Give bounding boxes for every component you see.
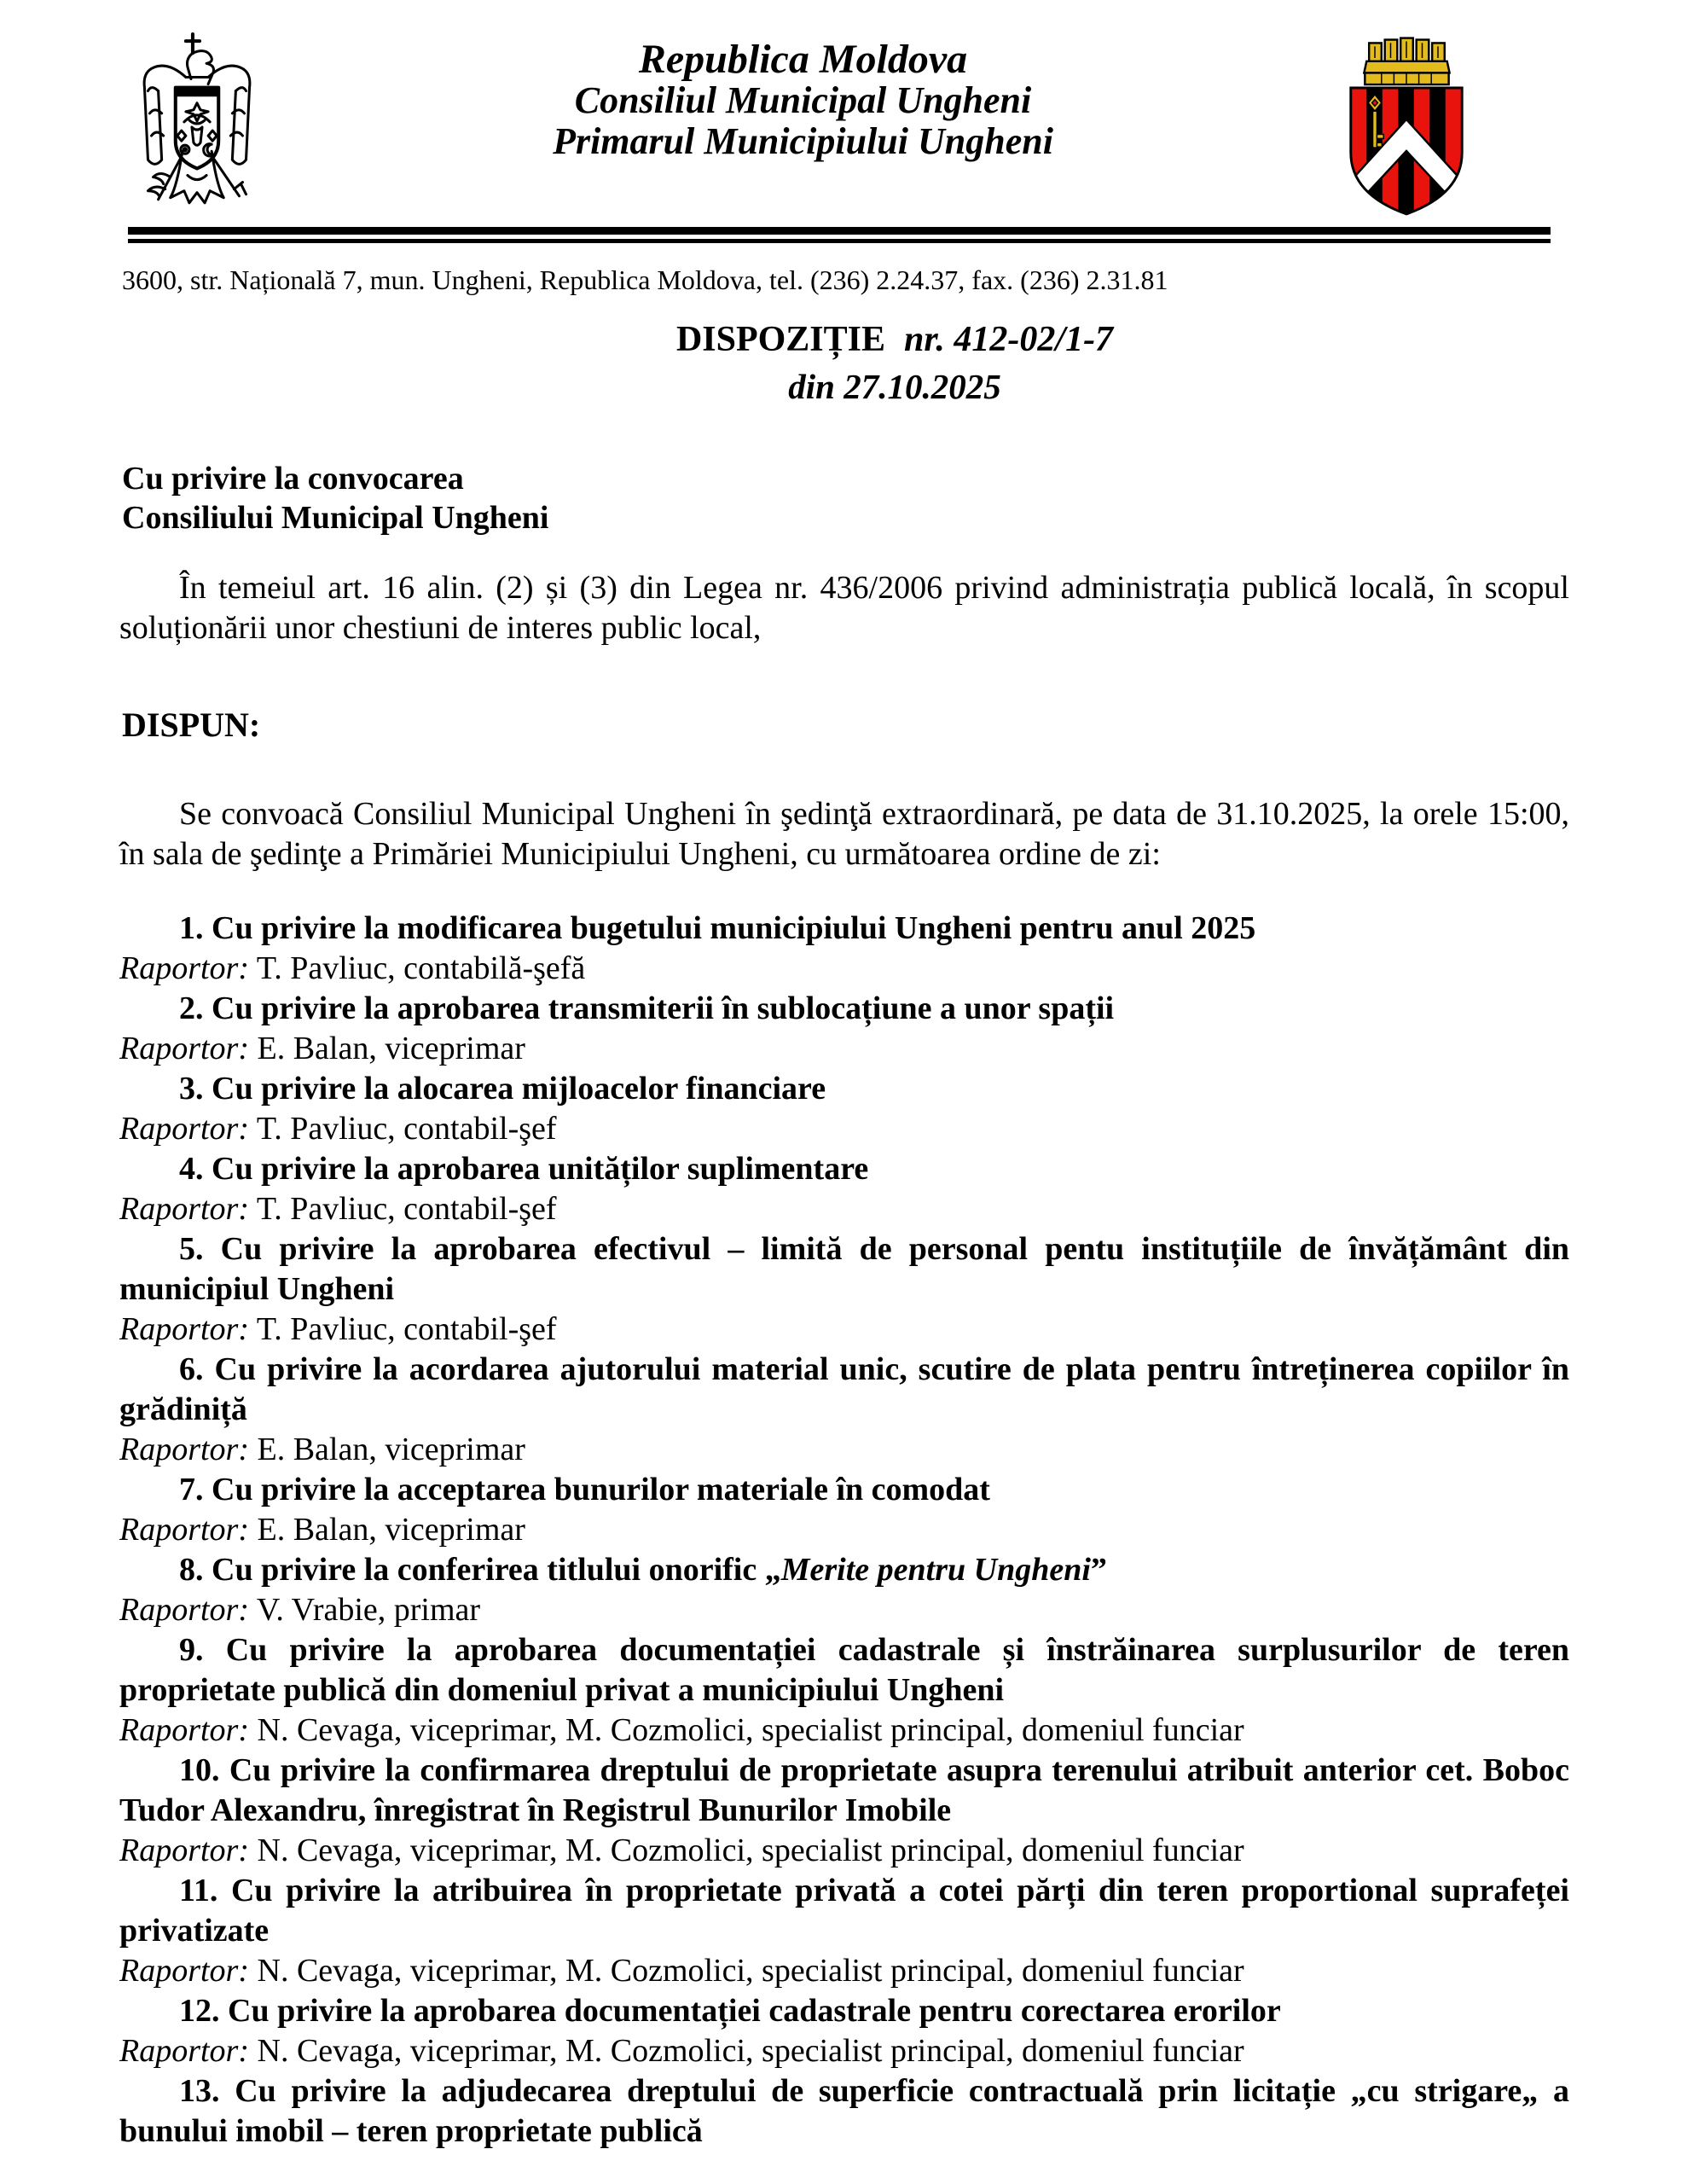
agenda-item-raportor: Raportor: N. Cevaga, viceprimar, M. Cozmolici, specialist principal, domeniul funciar bbox=[119, 1953, 1244, 1989]
ungheni-coat-of-arms-icon bbox=[1344, 17, 1469, 220]
letterhead bbox=[0, 0, 1687, 222]
header-divider bbox=[128, 227, 1551, 243]
agenda-item-title: 5. Cu privire la aprobarea efectivul – limită de personal pentu instituțiile de învățământ din municipiul Ungheni bbox=[119, 1231, 1570, 1307]
agenda-item-raportor: Raportor: T. Pavliuc, contabil-şef bbox=[119, 1311, 557, 1347]
agenda-item-title: 1. Cu privire la modificarea bugetului municipiului Ungheni pentru anul 2025 bbox=[179, 910, 1256, 946]
letterhead-titles bbox=[262, 17, 1344, 162]
agenda-list bbox=[119, 909, 1569, 2152]
agenda-item-title: 12. Cu privire la aprobarea documentației cadastrale pentru corectarea erorilor bbox=[179, 1993, 1281, 2029]
dispun-heading: DISPUN: bbox=[122, 706, 261, 744]
agenda-item-title: 11. Cu privire la atribuirea în proprietate privată a cotei părți din teren proportional suprafeței privatizate bbox=[119, 1873, 1569, 1949]
agenda-item-title: 7. Cu privire la acceptarea bunurilor materiale în comodat bbox=[179, 1472, 990, 1507]
agenda-item-raportor: Raportor: E. Balan, viceprimar bbox=[119, 1432, 525, 1467]
republic-title: Republica Moldova bbox=[638, 37, 968, 82]
doc-title-line bbox=[102, 320, 1687, 367]
agenda-item-raportor: Raportor: T. Pavliuc, contabil-şef bbox=[119, 1191, 557, 1227]
moldova-state-emblem-icon bbox=[132, 31, 262, 222]
mayor-title: Primarul Municipiului Ungheni bbox=[553, 120, 1053, 162]
agenda-item-title: 3. Cu privire la alocarea mijloacelor financiare bbox=[179, 1071, 826, 1107]
agenda-item-raportor: Raportor: N. Cevaga, viceprimar, M. Cozmolici, specialist principal, domeniul funciar bbox=[119, 1833, 1244, 1868]
doc-title-block bbox=[0, 320, 1687, 406]
agenda-item-raportor: Raportor: T. Pavliuc, contabilă-şefă bbox=[119, 950, 586, 986]
agenda-item-raportor: Raportor: E. Balan, viceprimar bbox=[119, 1031, 525, 1066]
subject-line-1: Cu privire la convocarea bbox=[122, 461, 464, 497]
council-title: Consiliul Municipal Ungheni bbox=[574, 79, 1032, 121]
subject-block bbox=[122, 459, 1569, 537]
convocation-paragraph: Se convoacă Consiliul Municipal Ungheni în şedinţă extraordinară, pe data de 31.10.2025, la orele 15:00, în sala de şedinţe a Primăriei Municipiului Ungheni, cu următoarea ordine de zi: bbox=[119, 796, 1569, 872]
subject-line-2: Consiliului Municipal Ungheni bbox=[122, 500, 549, 536]
agenda-item-raportor: Raportor: N. Cevaga, viceprimar, M. Cozmolici, specialist principal, domeniul funciar bbox=[119, 1712, 1244, 1748]
agenda-item-title: 2. Cu privire la aprobarea transmiterii în sublocațiune a unor spații bbox=[179, 990, 1115, 1026]
agenda-item-raportor: Raportor: V. Vrabie, primar bbox=[119, 1592, 481, 1628]
agenda-item-title: 10. Cu privire la confirmarea dreptului de proprietate asupra terenului atribuit anterior cet. Boboc Tudor Alexandru, înregistrat în Registrul Bunurilor Imobile bbox=[119, 1752, 1570, 1828]
preamble-paragraph: În temeiul art. 16 alin. (2) și (3) din Legea nr. 436/2006 privind administrația publică locală, în scopul soluționării unor chestiuni de interes public local, bbox=[119, 570, 1569, 646]
doc-date: din 27.10.2025 bbox=[788, 367, 1001, 406]
agenda-item-raportor: Raportor: E. Balan, viceprimar bbox=[119, 1512, 525, 1548]
doc-type: DISPOZIȚIE bbox=[675, 320, 886, 359]
agenda-item-raportor: Raportor: N. Cevaga, viceprimar, M. Cozmolici, specialist principal, domeniul funciar bbox=[119, 2033, 1244, 2069]
agenda-item-title: 9. Cu privire la aprobarea documentației cadastrale și înstrăinarea surplusurilor de teren proprietate publică din domeniul privat a municipiului Ungheni bbox=[119, 1632, 1570, 1708]
address-line: 3600, str. Națională 7, mun. Ungheni, Republica Moldova, tel. (236) 2.24.37, fax. (236) 2.31.81 bbox=[122, 264, 1168, 295]
agenda-item-title: 6. Cu privire la acordarea ajutorului material unic, scutire de plata pentru întreținerea copiilor în grădiniță bbox=[119, 1351, 1570, 1427]
agenda-item-title: 4. Cu privire la aprobarea unităților suplimentare bbox=[179, 1151, 869, 1187]
agenda-item-title: 8. Cu privire la conferirea titlului onorific „Merite pentru Ungheni” bbox=[179, 1552, 1107, 1588]
agenda-item-title: 13. Cu privire la adjudecarea dreptului de superficie contractuală prin licitație „cu strigare„ a bunului imobil – teren proprietate publică bbox=[119, 2073, 1569, 2149]
doc-number: nr. 412-02/1-7 bbox=[904, 320, 1114, 359]
agenda-item-raportor: Raportor: T. Pavliuc, contabil-şef bbox=[119, 1111, 557, 1147]
